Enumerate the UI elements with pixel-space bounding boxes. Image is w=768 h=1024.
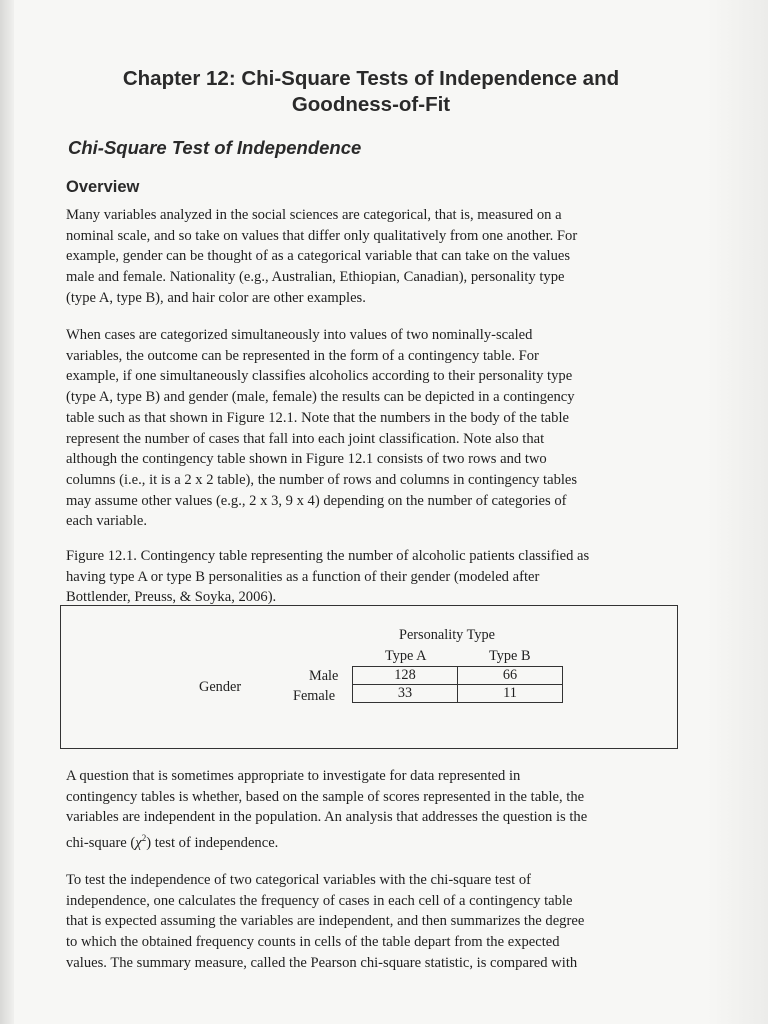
row-variable-label: Gender bbox=[199, 679, 242, 695]
text-line: independence, one calculates the frequency of cases in each cell of a contingency table bbox=[66, 892, 573, 909]
section-title: Chi-Square Test of Independence bbox=[68, 137, 362, 158]
column-variable-label: Personality Type bbox=[399, 627, 496, 643]
text-line: contingency tables is whether, based on the sample of scores represented in the table, the bbox=[66, 788, 585, 805]
text-line: variables are independent in the population. An analysis that addresses the question is the bbox=[66, 809, 588, 826]
text-line: example, gender can be thought of as a categorical variable that can take on the values bbox=[66, 248, 571, 265]
figure-caption bbox=[66, 546, 678, 608]
row-label-female: Female bbox=[293, 688, 336, 704]
table-cell: 33 bbox=[353, 685, 458, 703]
text-line: each variable. bbox=[66, 513, 148, 530]
text-line: table such as that shown in Figure 12.1. Note that the numbers in the body of the table bbox=[66, 409, 569, 426]
column-header-type-a: Type A bbox=[385, 648, 427, 664]
text-line: (type A, type B), and hair color are other examples. bbox=[66, 289, 366, 306]
contingency-table bbox=[352, 666, 563, 703]
paragraph-question bbox=[66, 766, 678, 854]
scan-edge-right bbox=[708, 0, 768, 1024]
text-line: variables, the outcome can be represented in the form of a contingency table. For bbox=[66, 347, 539, 364]
superscript: 2 bbox=[141, 833, 147, 844]
text-line: may assume other values (e.g., 2 x 3, 9 x 4) depending on the number of categories of bbox=[66, 492, 567, 509]
text-line: male and female. Nationality (e.g., Australian, Ethiopian, Canadian), personality type bbox=[66, 269, 565, 286]
row-label-male: Male bbox=[309, 668, 339, 684]
text-line: (type A, type B) and gender (male, female) the results can be depicted in a contingency bbox=[66, 389, 575, 406]
table-cell: 128 bbox=[353, 667, 458, 685]
text-line: although the contingency table shown in Figure 12.1 consists of two rows and two bbox=[66, 451, 547, 468]
paragraph-procedure bbox=[66, 870, 678, 974]
subsection-title: Overview bbox=[66, 178, 140, 196]
text-line: having type A or type B personalities as a function of their gender (modeled after bbox=[66, 568, 540, 585]
column-header-type-b: Type B bbox=[489, 648, 531, 664]
chapter-title-line-2: Goodness-of-Fit bbox=[291, 93, 451, 116]
text-line: example, if one simultaneously classifies alcoholics according to their personality type bbox=[66, 368, 573, 385]
figure-box bbox=[60, 605, 678, 749]
table-row bbox=[353, 667, 563, 685]
paragraph-contingency bbox=[66, 325, 678, 532]
text-line: values. The summary measure, called the Pearson chi-square statistic, is compared with bbox=[66, 954, 578, 971]
text-line: that is expected assuming the variables are independent, and then summarizes the degree bbox=[66, 913, 585, 930]
paragraph-overview bbox=[66, 205, 678, 309]
text-line: represent the number of cases that fall into each joint classification. Note also that bbox=[66, 430, 545, 447]
text-line: to which the obtained frequency counts in cells of the table depart from the expected bbox=[66, 934, 560, 951]
text-fragment: chi-square ( bbox=[66, 834, 136, 851]
text-line: A question that is sometimes appropriate to investigate for data represented in bbox=[66, 768, 521, 784]
text-line: To test the independence of two categorical variables with the chi-square test of bbox=[66, 872, 531, 888]
text-line: Figure 12.1. Contingency table representing the number of alcoholic patients classified as bbox=[66, 548, 590, 564]
chapter-title bbox=[66, 66, 676, 118]
text-line: nominal scale, and so take on values that differ only qualitatively from one another. For bbox=[66, 227, 578, 244]
table-row bbox=[353, 685, 563, 703]
text-line: columns (i.e., it is a 2 x 2 table), the number of rows and columns in contingency tables bbox=[66, 471, 578, 488]
table-cell: 11 bbox=[458, 685, 563, 703]
text-line bbox=[66, 828, 678, 854]
chi-symbol: χ bbox=[135, 834, 142, 851]
scan-edge-left bbox=[0, 0, 14, 1024]
text-line: When cases are categorized simultaneously into values of two nominally-scaled bbox=[66, 327, 533, 343]
text-line: Bottlender, Preuss, & Soyka, 2006). bbox=[66, 589, 277, 606]
table-cell: 66 bbox=[458, 667, 563, 685]
text-fragment: ) test of independence. bbox=[146, 834, 279, 851]
chapter-title-line-1: Chapter 12: Chi-Square Tests of Independence and bbox=[122, 67, 620, 90]
text-line: Many variables analyzed in the social sciences are categorical, that is, measured on a bbox=[66, 207, 562, 223]
